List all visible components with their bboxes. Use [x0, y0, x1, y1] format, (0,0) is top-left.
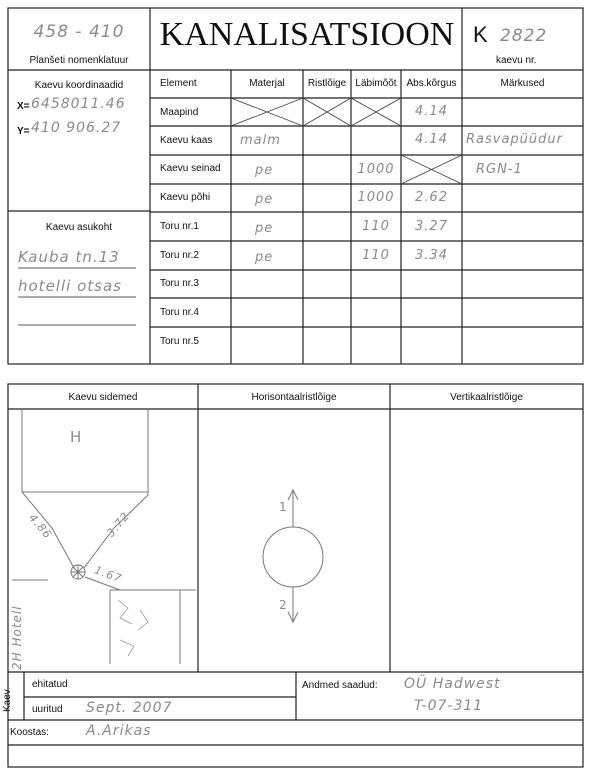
col-header-notes: Märkused — [500, 78, 545, 89]
location-label: Kaevu asukoht — [45, 222, 113, 233]
table-cell-abs: 2.62 — [415, 190, 448, 205]
nomenclature-label: Planšeti nomenklatuur — [29, 55, 129, 66]
pipe-1-label: 1 — [279, 500, 288, 514]
sketch-building: H — [70, 428, 83, 446]
well-prefix: K — [473, 22, 488, 47]
sketch-dist-bottom: 1.67 — [92, 563, 124, 586]
table-cell-material: pe — [255, 221, 274, 236]
section-connections: Kaevu sidemed — [68, 392, 138, 403]
table-row-element: Toru nr.4 — [160, 307, 199, 318]
table-cell-material: malm — [240, 133, 281, 148]
well-side-label: Kaev — [2, 689, 13, 712]
table-cell-abs: 4.14 — [415, 132, 448, 147]
table-cell-abs: 3.27 — [415, 219, 448, 234]
y-label: Y= — [17, 126, 30, 137]
location-line2: hotelli otsas — [18, 277, 122, 295]
well-label: kaevu nr. — [496, 55, 537, 66]
measured-value: Sept. 2007 — [86, 700, 173, 716]
col-header-diameter: Läbimõõt — [355, 78, 397, 89]
source-line1: OÜ Hadwest — [404, 676, 501, 692]
col-header-abs: Abs.kõrgus — [406, 78, 457, 89]
table-cell-notes: RGN-1 — [476, 162, 523, 177]
col-header-cross: Ristlõige — [307, 78, 347, 89]
sketch-dist-left: 4.86 — [26, 511, 55, 542]
table-row-element: Toru nr.5 — [160, 336, 199, 347]
section-vertical: Vertikaalristlõige — [450, 392, 523, 403]
col-header-element: Element — [160, 78, 197, 89]
nomenclature-value: 458 - 410 — [33, 22, 125, 42]
table-cell-diameter: 1000 — [357, 162, 395, 177]
x-value: 6458011.46 — [31, 96, 126, 112]
table-cell-abs: 4.14 — [415, 104, 448, 119]
table-row-element: Kaevu seinad — [160, 163, 221, 174]
section-horizontal: Horisontaalristlõige — [251, 392, 337, 403]
table-row-element: Toru nr.3 — [160, 278, 199, 289]
table-cell-notes: Rasvapüüdur — [466, 132, 563, 147]
table-cell-material: pe — [255, 250, 274, 265]
table-cell-diameter: 110 — [362, 219, 390, 234]
built-label: ehitatud — [32, 679, 68, 690]
well-number: 2822 — [500, 26, 548, 46]
x-label: X= — [17, 101, 30, 112]
sketch-dist-right: 3.72 — [104, 509, 133, 540]
table-row-element: Toru nr.1 — [160, 221, 199, 232]
y-value: 410 906.27 — [31, 120, 122, 136]
table-cell-material: pe — [255, 163, 274, 178]
table-row-element: Toru nr.2 — [160, 250, 199, 261]
table-cell-diameter: 110 — [362, 248, 390, 263]
coords-label: Kaevu koordinaadid — [34, 80, 124, 91]
table-row-element: Maapind — [160, 107, 199, 118]
pipe-2-label: 2 — [279, 598, 288, 612]
location-line1: Kauba tn.13 — [18, 248, 120, 266]
table-row-element: Kaevu põhi — [160, 192, 211, 203]
measured-label: uuritud — [32, 704, 63, 715]
sketch-hotel-label: 2H Hotell — [10, 605, 24, 670]
table-cell-diameter: 1000 — [357, 190, 395, 205]
col-header-material: Materjal — [249, 78, 285, 89]
source-line2: T-07-311 — [414, 698, 484, 714]
page-title: KANALISATSIOON — [159, 16, 455, 53]
source-label: Andmed saadud: — [302, 680, 378, 691]
author-label: Koostas: — [10, 727, 49, 738]
author-value: A.Arikas — [86, 723, 152, 739]
table-row-element: Kaevu kaas — [160, 135, 213, 146]
table-cell-abs: 3.34 — [415, 248, 448, 263]
table-cell-material: pe — [255, 192, 274, 207]
